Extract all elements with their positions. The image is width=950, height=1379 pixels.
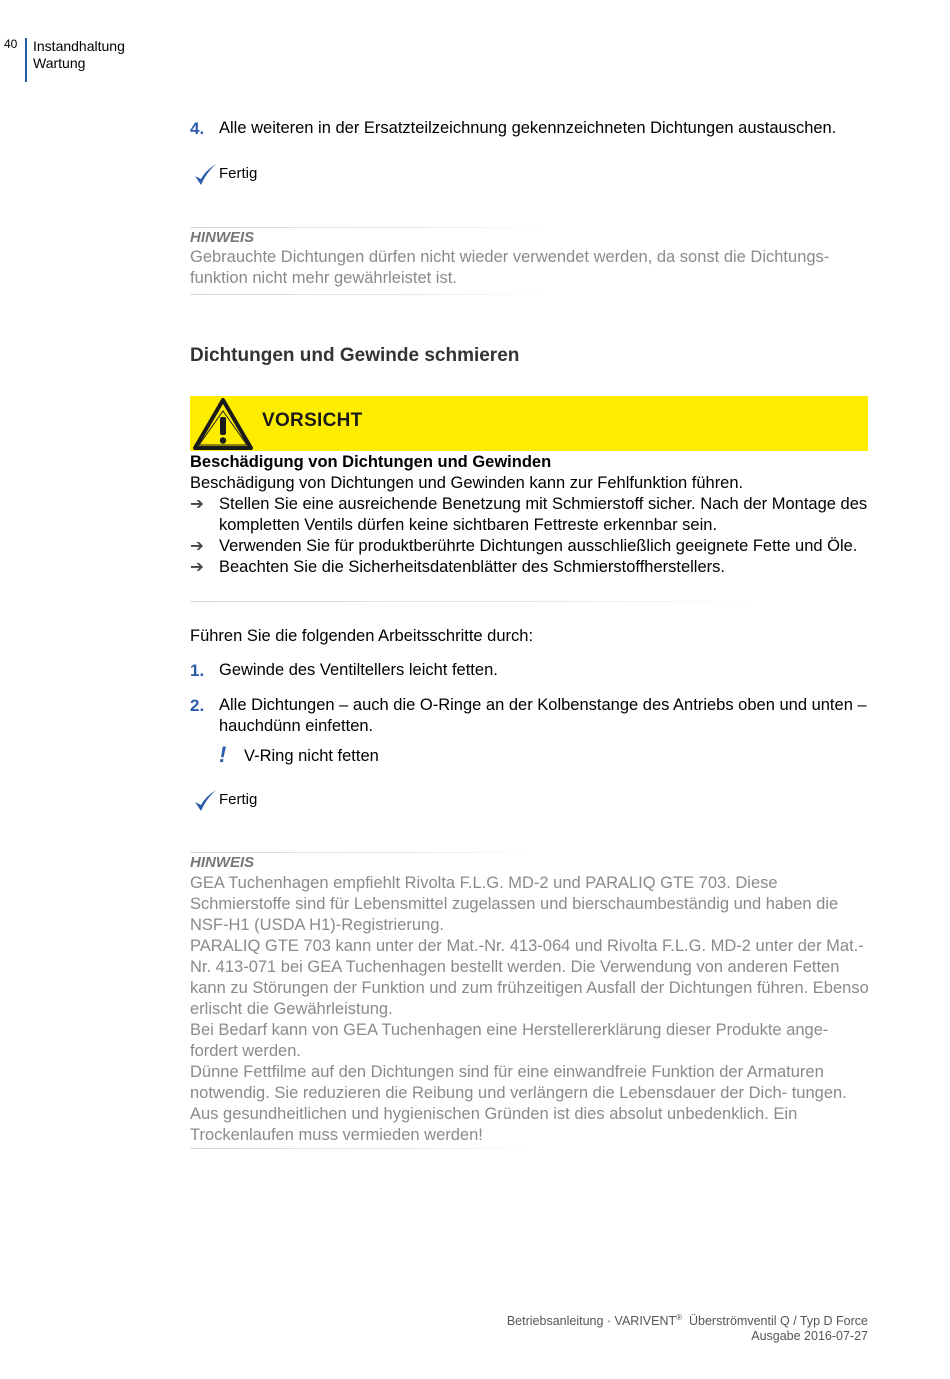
hint-paragraph: Dünne Fettfilme auf den Dichtungen sind für eine einwandfreie Funktion der Armaturen notwendig. Sie reduzieren die Reibung und verlängern die Lebensdauer der Dich- tungen. Aus gesundheitlichen und hygienischen Gründen ist dies absolut unbedenklich. Ein Trockenlaufen muss vermieden werden! [190, 1063, 847, 1144]
step-number: 4. [190, 119, 205, 138]
hint-title: HINWEIS [190, 229, 255, 246]
section-heading: Dichtungen und Gewinde schmieren [190, 345, 520, 366]
edition-date: Ausgabe 2016-07-27 [751, 1329, 868, 1344]
warning-bottom-rule [190, 601, 770, 602]
hint-bottom-rule [190, 1148, 540, 1149]
measure-text: Verwenden Sie für produktberührte Dichtungen ausschließlich geeignete Fette und Öle. [219, 537, 858, 555]
exclamation-icon: ! [219, 742, 227, 767]
warning-measure [190, 494, 870, 536]
hint-paragraph: GEA Tuchenhagen empfiehlt Rivolta F.L.G. MD-2 und PARALIQ GTE 703. Diese Schmierstoffe sind für Lebensmittel zugelassen und bierschaumbeständig und haben die NSF-H1 (USDA H1)-Registrierung. [190, 874, 839, 934]
hint-text [190, 247, 870, 289]
warning-measure [190, 557, 870, 578]
arrow-right-icon: ➔ [190, 558, 204, 576]
arrow-right-icon: ➔ [190, 495, 204, 513]
step-text: Alle weiteren in der Ersatzteilzeichnung gekennzeichneten Dichtungen austauschen. [219, 119, 837, 137]
chapter-title: Instandhaltung [33, 38, 125, 54]
done-label: Fertig [219, 791, 258, 808]
hint-title: HINWEIS [190, 854, 255, 871]
warning-title: Beschädigung von Dichtungen und Gewinden [190, 453, 552, 471]
measure-text: Beachten Sie die Sicherheitsdatenblätter des Schmierstoffherstellers. [219, 558, 725, 576]
step-text: Gewinde des Ventiltellers leicht fetten. [219, 661, 498, 679]
page-footer [507, 1310, 868, 1344]
hint-paragraph: Gebrauchte Dichtungen dürfen nicht wieder verwendet werden, da sonst die Dichtungs- funktion nicht mehr gewährleistet ist. [190, 248, 830, 287]
measure-text: Stellen Sie eine ausreichende Benetzung mit Schmierstoff sicher. Nach der Montage des kompletten Ventils dürfen keine sichtbaren Fettreste erkennbar sein. [219, 495, 868, 534]
arrow-right-icon: ➔ [190, 537, 204, 555]
warning-consequence: Beschädigung von Dichtungen und Gewinden kann zur Fehlfunktion führen. [190, 474, 744, 492]
document-title [507, 1310, 868, 1329]
checkmark-icon [193, 788, 217, 814]
hint-top-rule [190, 227, 550, 228]
running-header [33, 38, 125, 72]
registered-mark: ® [676, 1313, 683, 1322]
warning-body [190, 452, 870, 578]
step-note-text: V-Ring nicht fetten [244, 747, 379, 765]
warning-signal-word: VORSICHT [262, 410, 363, 431]
document-subtitle: Überströmventil Q / Typ D Force [689, 1314, 868, 1329]
step-number: 2. [190, 696, 205, 715]
checkmark-icon [193, 162, 217, 188]
done-label: Fertig [219, 165, 258, 182]
step-number: 1. [190, 661, 205, 680]
step-text: Alle Dichtungen – auch die O-Ringe an der Kolbenstange des Antriebs oben und unten – hauchdünn einfetten. [219, 696, 867, 735]
header-divider [25, 38, 27, 82]
procedure-intro: Führen Sie die folgenden Arbeitsschritte durch: [190, 627, 534, 645]
hint-top-rule [190, 852, 540, 853]
page-number: 40 [4, 37, 18, 51]
hint-bottom-rule [190, 294, 550, 295]
section-title-header: Wartung [33, 55, 86, 71]
warning-banner [190, 396, 868, 451]
hint-paragraph: PARALIQ GTE 703 kann unter der Mat.-Nr. 413-064 und Rivolta F.L.G. MD-2 unter der Mat.-Nr. 413-071 bei GEA Tuchenhagen bestellt werden. Die Verwendung von anderen Fetten kann zu Störungen der Funktion und zum frühzeitigen Ausfall der Dichtungen führen. Ebenso erlischt die Gewährleistung. [190, 937, 869, 1018]
hint-text [190, 873, 870, 1146]
warning-measure [190, 536, 870, 557]
hint-paragraph: Bei Bedarf kann von GEA Tuchenhagen eine Herstellererklärung dieser Produkte ange- fordert werden. [190, 1021, 829, 1060]
warning-triangle-icon [192, 397, 254, 451]
document-name: Betriebsanleitung · VARIVENT [506, 1314, 677, 1329]
